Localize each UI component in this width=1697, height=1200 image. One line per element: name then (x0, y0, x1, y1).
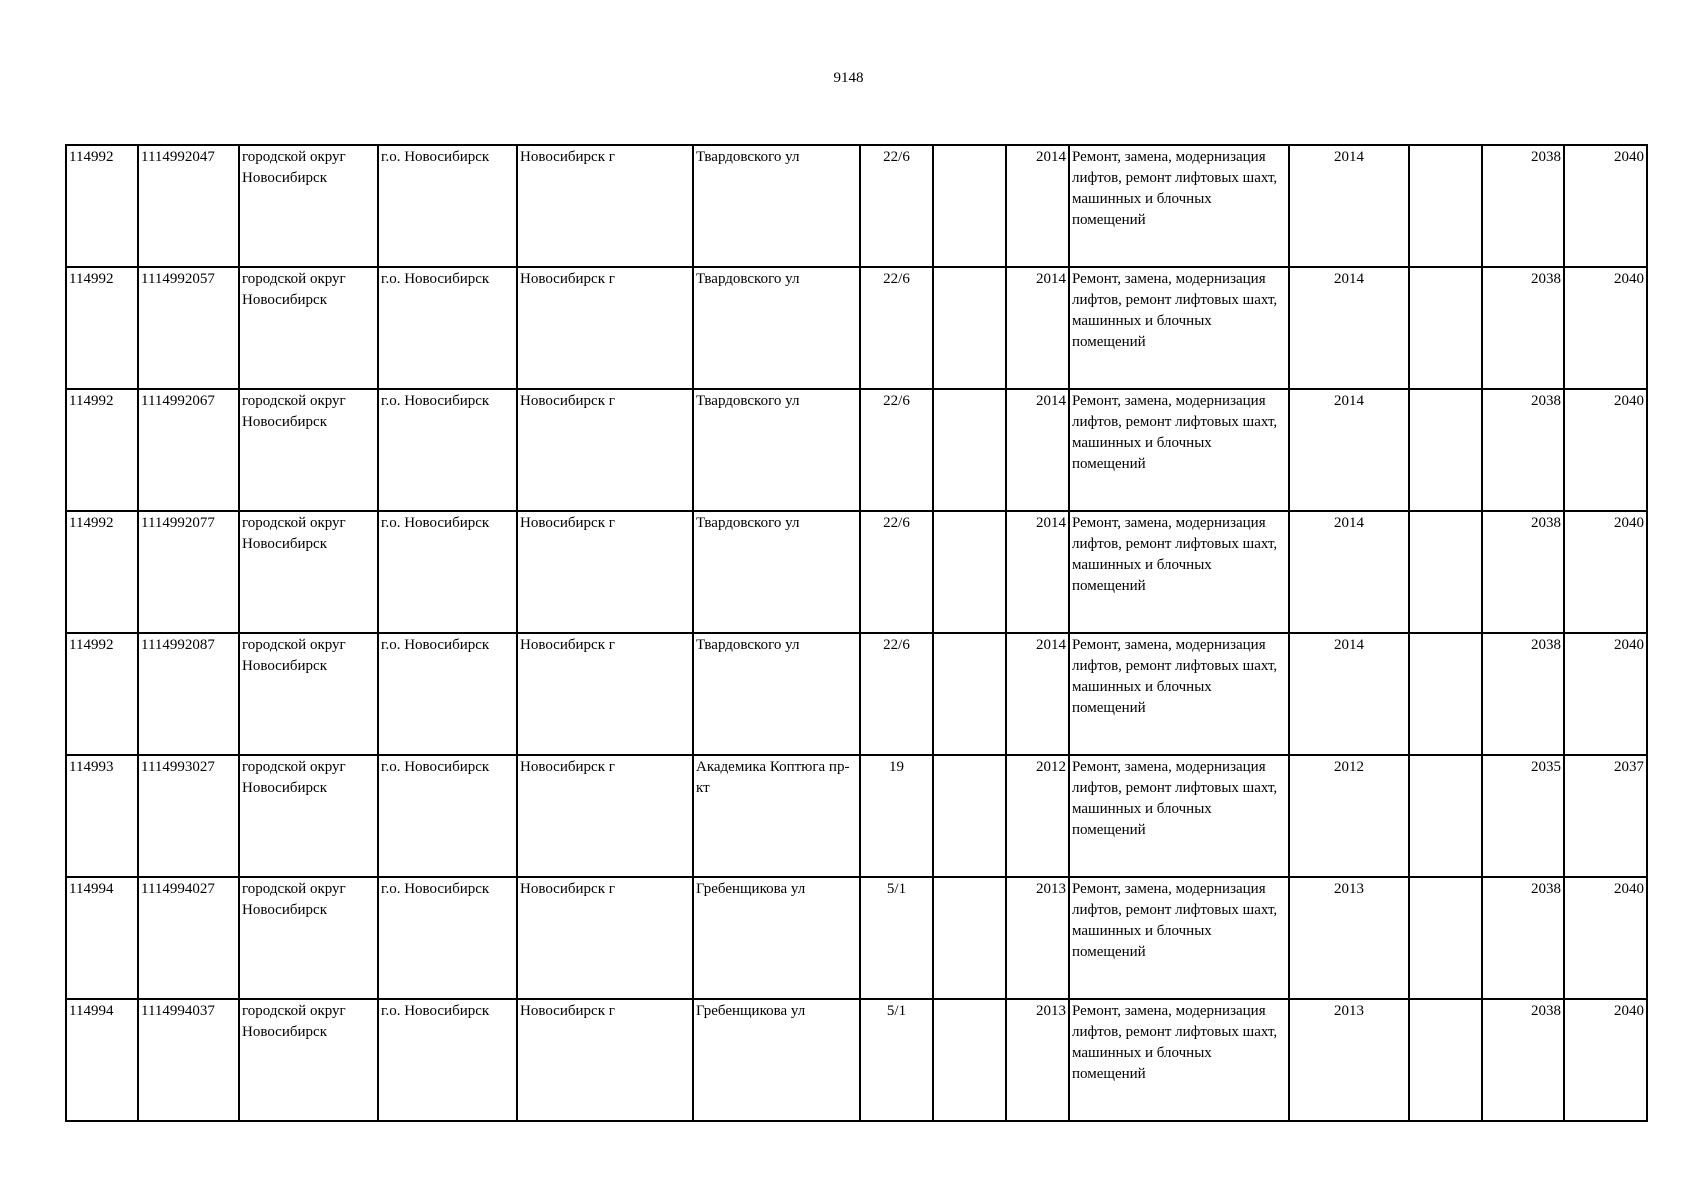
plan-to-cell: 2040 (1564, 999, 1647, 1121)
empty-cell (1409, 877, 1482, 999)
district-cell: городской округ Новосибирск (239, 755, 378, 877)
plan-to-cell: 2037 (1564, 755, 1647, 877)
year-built-cell: 2014 (1006, 633, 1069, 755)
building-cell (933, 877, 1006, 999)
locality-cell: Новосибирск г (517, 267, 693, 389)
work-type-cell: Ремонт, замена, модернизация лифтов, ремонт лифтовых шахт, машинных и блочных помещений (1069, 755, 1289, 877)
plan-from-cell: 2038 (1482, 511, 1564, 633)
year-last-repair-cell: 2014 (1289, 633, 1409, 755)
plan-from-cell: 2038 (1482, 145, 1564, 267)
locality-cell: Новосибирск г (517, 145, 693, 267)
house-cell: 19 (860, 755, 933, 877)
municipality-cell: г.о. Новосибирск (378, 511, 517, 633)
table-row (66, 145, 1647, 267)
id-cell: 1114994037 (138, 999, 239, 1121)
street-cell: Твардовского ул (693, 145, 860, 267)
building-cell (933, 145, 1006, 267)
year-built-cell: 2014 (1006, 389, 1069, 511)
empty-cell (1409, 511, 1482, 633)
locality-cell: Новосибирск г (517, 511, 693, 633)
district-cell: городской округ Новосибирск (239, 877, 378, 999)
municipality-cell: г.о. Новосибирск (378, 145, 517, 267)
plan-from-cell: 2038 (1482, 267, 1564, 389)
registry-table (65, 144, 1648, 1122)
building-cell (933, 267, 1006, 389)
locality-cell: Новосибирск г (517, 999, 693, 1121)
plan-to-cell: 2040 (1564, 877, 1647, 999)
empty-cell (1409, 145, 1482, 267)
house-cell: 5/1 (860, 877, 933, 999)
building-cell (933, 511, 1006, 633)
empty-cell (1409, 389, 1482, 511)
locality-cell: Новосибирск г (517, 877, 693, 999)
table-body (66, 145, 1647, 1121)
work-type-cell: Ремонт, замена, модернизация лифтов, ремонт лифтовых шахт, машинных и блочных помещений (1069, 877, 1289, 999)
code-cell: 114992 (66, 389, 138, 511)
year-last-repair-cell: 2012 (1289, 755, 1409, 877)
building-cell (933, 389, 1006, 511)
plan-from-cell: 2038 (1482, 999, 1564, 1121)
street-cell: Академика Коптюга пр-кт (693, 755, 860, 877)
work-type-cell: Ремонт, замена, модернизация лифтов, ремонт лифтовых шахт, машинных и блочных помещений (1069, 267, 1289, 389)
street-cell: Твардовского ул (693, 267, 860, 389)
table-row (66, 267, 1647, 389)
locality-cell: Новосибирск г (517, 755, 693, 877)
id-cell: 1114992057 (138, 267, 239, 389)
year-last-repair-cell: 2014 (1289, 267, 1409, 389)
year-built-cell: 2013 (1006, 877, 1069, 999)
house-cell: 22/6 (860, 511, 933, 633)
district-cell: городской округ Новосибирск (239, 999, 378, 1121)
municipality-cell: г.о. Новосибирск (378, 877, 517, 999)
table-row (66, 755, 1647, 877)
code-cell: 114994 (66, 877, 138, 999)
code-cell: 114992 (66, 145, 138, 267)
year-last-repair-cell: 2013 (1289, 877, 1409, 999)
house-cell: 22/6 (860, 145, 933, 267)
plan-to-cell: 2040 (1564, 267, 1647, 389)
id-cell: 1114992087 (138, 633, 239, 755)
work-type-cell: Ремонт, замена, модернизация лифтов, ремонт лифтовых шахт, машинных и блочных помещений (1069, 511, 1289, 633)
work-type-cell: Ремонт, замена, модернизация лифтов, ремонт лифтовых шахт, машинных и блочных помещений (1069, 389, 1289, 511)
year-last-repair-cell: 2014 (1289, 389, 1409, 511)
street-cell: Твардовского ул (693, 511, 860, 633)
code-cell: 114992 (66, 633, 138, 755)
building-cell (933, 755, 1006, 877)
table-row (66, 389, 1647, 511)
table-row (66, 633, 1647, 755)
district-cell: городской округ Новосибирск (239, 633, 378, 755)
district-cell: городской округ Новосибирск (239, 267, 378, 389)
building-cell (933, 999, 1006, 1121)
empty-cell (1409, 755, 1482, 877)
table-row (66, 511, 1647, 633)
table-row (66, 877, 1647, 999)
year-last-repair-cell: 2014 (1289, 511, 1409, 633)
street-cell: Гребенщикова ул (693, 877, 860, 999)
code-cell: 114994 (66, 999, 138, 1121)
empty-cell (1409, 267, 1482, 389)
municipality-cell: г.о. Новосибирск (378, 999, 517, 1121)
plan-from-cell: 2038 (1482, 877, 1564, 999)
municipality-cell: г.о. Новосибирск (378, 389, 517, 511)
municipality-cell: г.о. Новосибирск (378, 755, 517, 877)
house-cell: 22/6 (860, 267, 933, 389)
id-cell: 1114992047 (138, 145, 239, 267)
plan-to-cell: 2040 (1564, 633, 1647, 755)
building-cell (933, 633, 1006, 755)
plan-to-cell: 2040 (1564, 389, 1647, 511)
year-last-repair-cell: 2014 (1289, 145, 1409, 267)
house-cell: 22/6 (860, 389, 933, 511)
plan-to-cell: 2040 (1564, 145, 1647, 267)
district-cell: городской округ Новосибирск (239, 145, 378, 267)
work-type-cell: Ремонт, замена, модернизация лифтов, ремонт лифтовых шахт, машинных и блочных помещений (1069, 633, 1289, 755)
id-cell: 1114992067 (138, 389, 239, 511)
id-cell: 1114993027 (138, 755, 239, 877)
locality-cell: Новосибирск г (517, 633, 693, 755)
street-cell: Твардовского ул (693, 633, 860, 755)
empty-cell (1409, 633, 1482, 755)
street-cell: Твардовского ул (693, 389, 860, 511)
page-number: 9148 (833, 70, 864, 86)
work-type-cell: Ремонт, замена, модернизация лифтов, ремонт лифтовых шахт, машинных и блочных помещений (1069, 999, 1289, 1121)
district-cell: городской округ Новосибирск (239, 389, 378, 511)
district-cell: городской округ Новосибирск (239, 511, 378, 633)
year-last-repair-cell: 2013 (1289, 999, 1409, 1121)
year-built-cell: 2014 (1006, 145, 1069, 267)
work-type-cell: Ремонт, замена, модернизация лифтов, ремонт лифтовых шахт, машинных и блочных помещений (1069, 145, 1289, 267)
year-built-cell: 2013 (1006, 999, 1069, 1121)
id-cell: 1114994027 (138, 877, 239, 999)
table-row (66, 999, 1647, 1121)
code-cell: 114992 (66, 511, 138, 633)
municipality-cell: г.о. Новосибирск (378, 633, 517, 755)
id-cell: 1114992077 (138, 511, 239, 633)
plan-from-cell: 2038 (1482, 633, 1564, 755)
house-cell: 22/6 (860, 633, 933, 755)
street-cell: Гребенщикова ул (693, 999, 860, 1121)
code-cell: 114993 (66, 755, 138, 877)
plan-to-cell: 2040 (1564, 511, 1647, 633)
year-built-cell: 2012 (1006, 755, 1069, 877)
empty-cell (1409, 999, 1482, 1121)
plan-from-cell: 2038 (1482, 389, 1564, 511)
municipality-cell: г.о. Новосибирск (378, 267, 517, 389)
plan-from-cell: 2035 (1482, 755, 1564, 877)
house-cell: 5/1 (860, 999, 933, 1121)
year-built-cell: 2014 (1006, 511, 1069, 633)
year-built-cell: 2014 (1006, 267, 1069, 389)
locality-cell: Новосибирск г (517, 389, 693, 511)
code-cell: 114992 (66, 267, 138, 389)
